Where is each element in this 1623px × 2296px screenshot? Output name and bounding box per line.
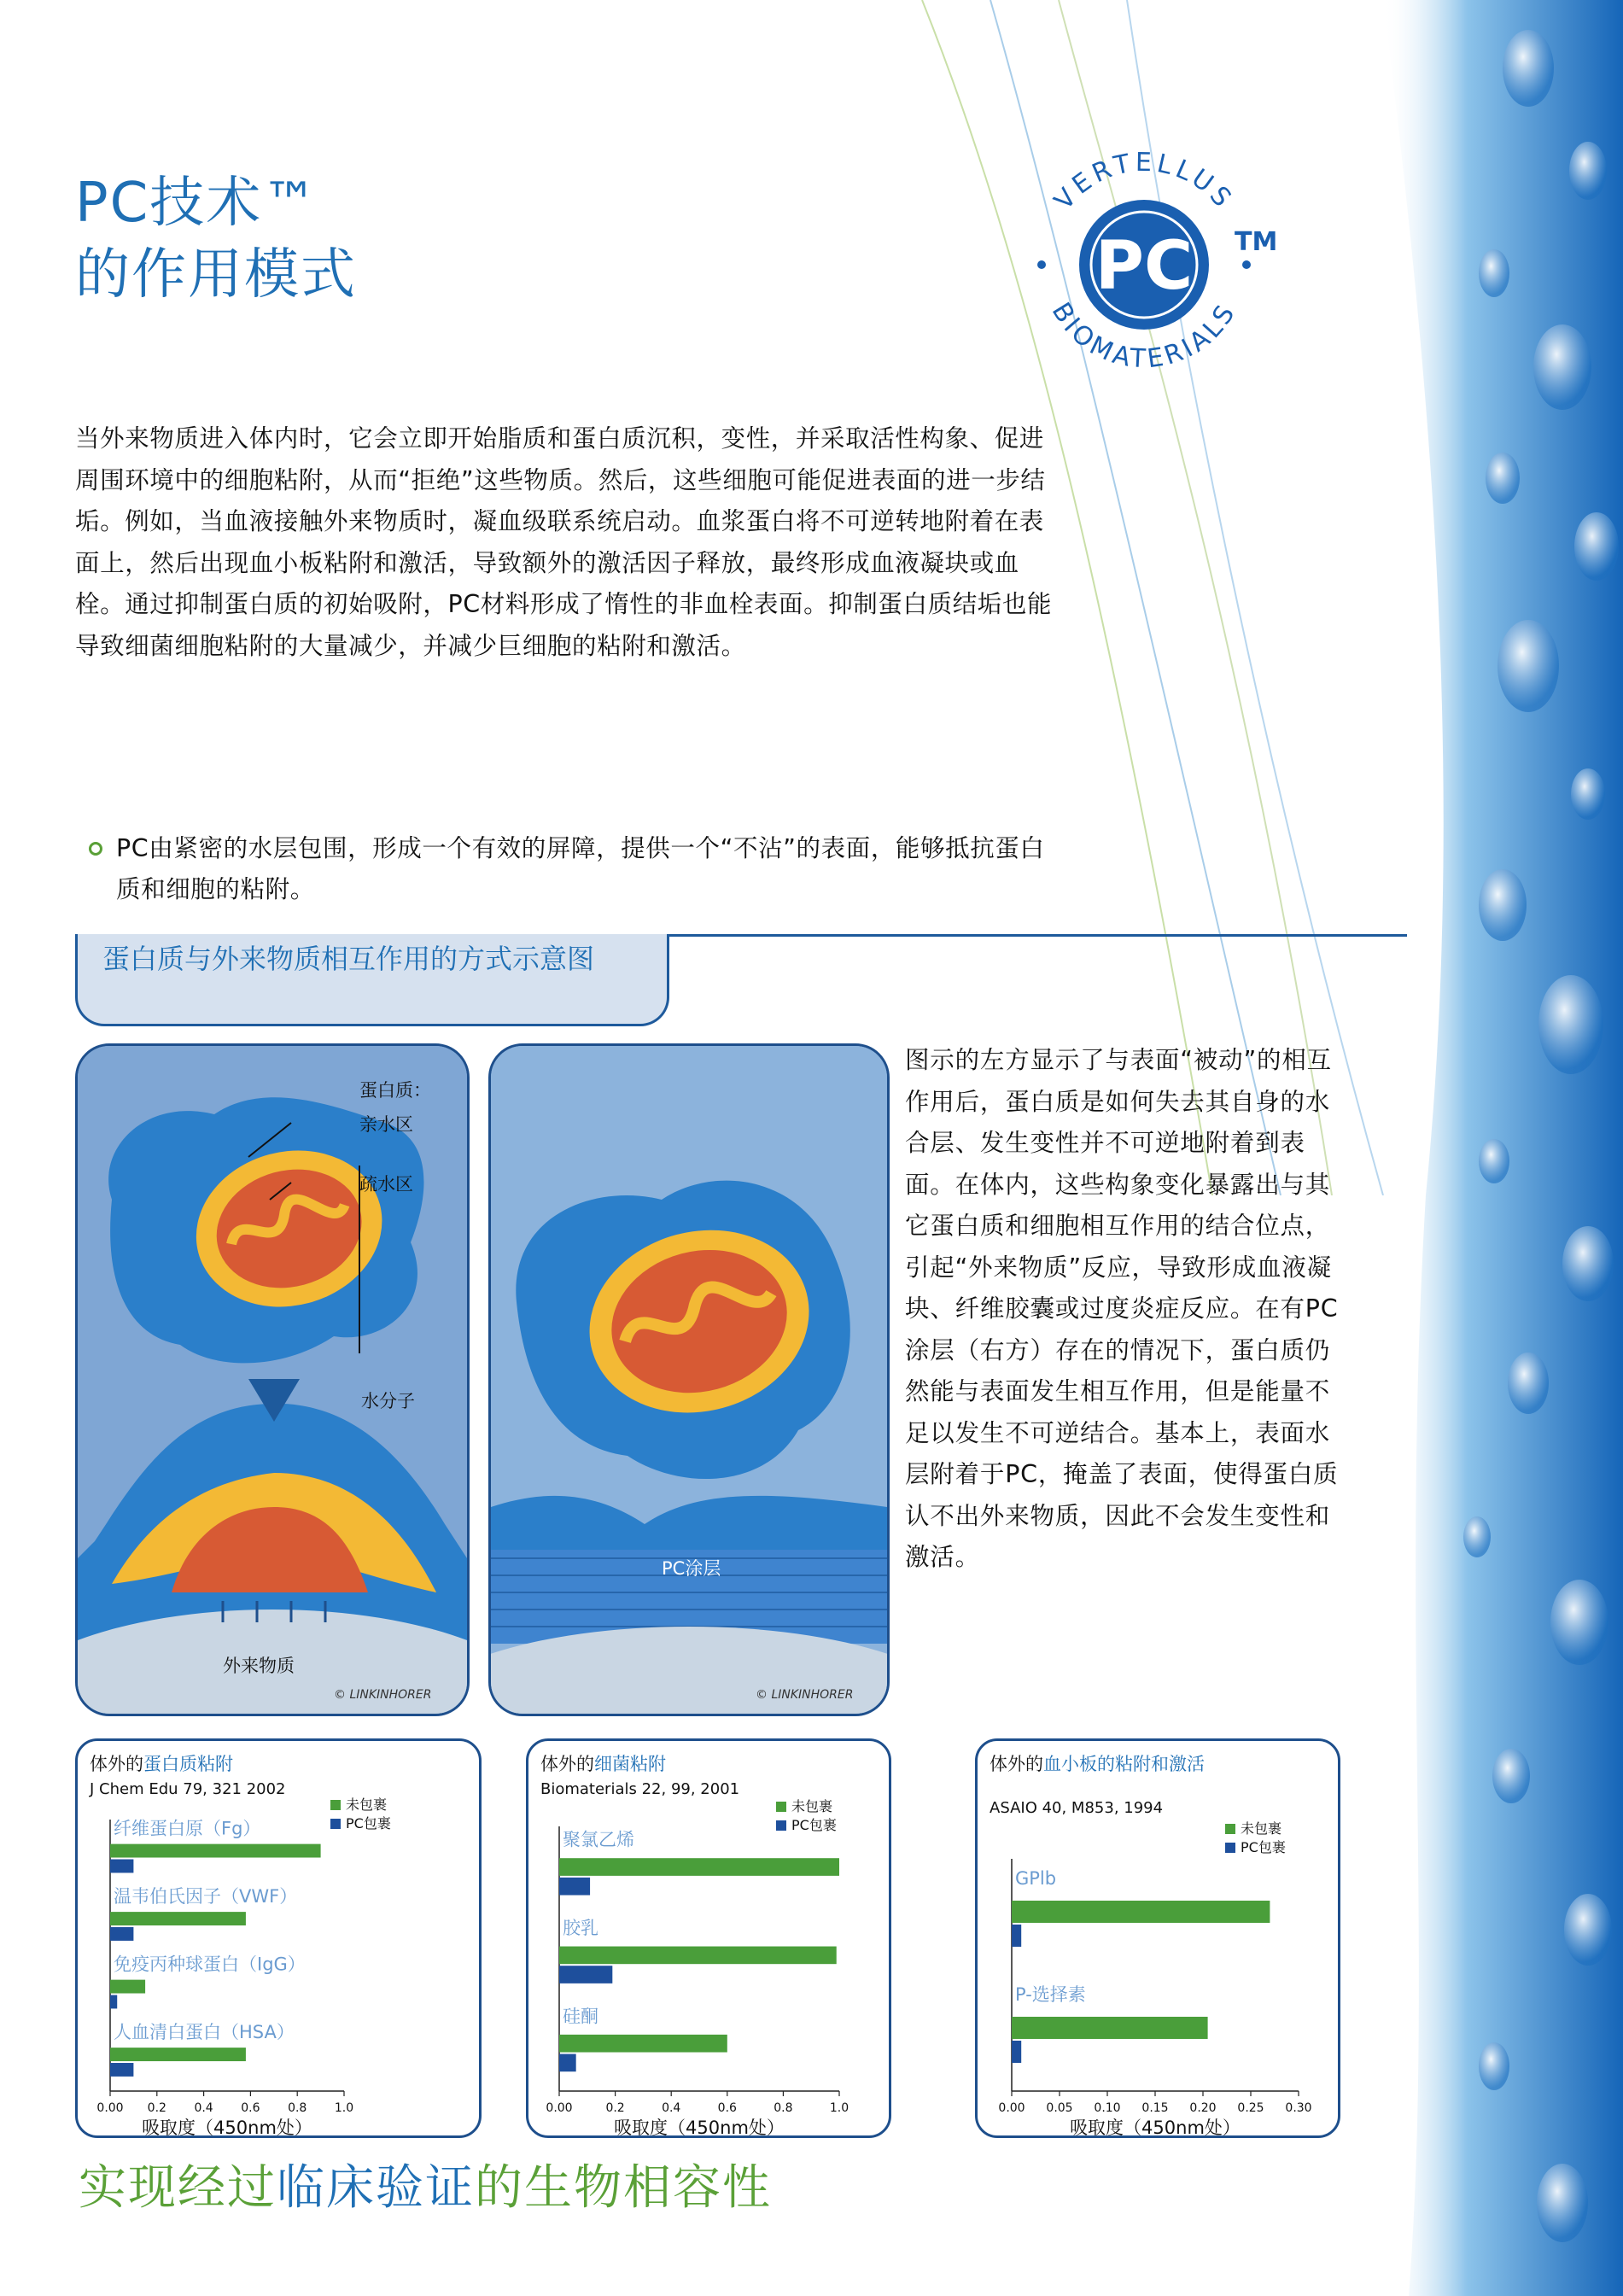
chart-bacterial-svg <box>528 1741 894 2141</box>
title-line-1: PC技术™ <box>75 172 319 235</box>
footer-part-1: 实现经过 <box>79 2160 277 2216</box>
illustration-left-panel <box>75 1043 470 1716</box>
x-tick-label: 1.0 <box>334 2101 354 2115</box>
label-water-molecule: 水分子 <box>361 1391 415 1411</box>
label-protein: 蛋白质： <box>359 1080 431 1101</box>
chart-title-prefix: 体外的 <box>540 1754 594 1774</box>
legend-swatch-uncoated <box>1225 1824 1235 1834</box>
x-tick-label: 1.0 <box>829 2101 849 2115</box>
chart-title <box>90 1754 233 1774</box>
chart-platelet-adhesion <box>975 1738 1340 2138</box>
chart-platelet-svg <box>978 1741 1343 2141</box>
page-title <box>75 167 357 311</box>
chart-title-highlight: 蛋白质粘附 <box>143 1754 233 1774</box>
chart-title <box>990 1754 1205 1774</box>
logo-pc-text: PC <box>1095 228 1194 305</box>
bar-pc-coated <box>559 1966 612 1983</box>
chart-bacterial-adhesion <box>526 1738 891 2138</box>
category-label: 温韦伯氏因子（VWF） <box>114 1885 298 1907</box>
chart-protein-adhesion <box>75 1738 482 2138</box>
bar-uncoated <box>1012 1901 1270 1923</box>
x-tick-label: 0.00 <box>96 2101 124 2115</box>
bar-pc-coated <box>110 1995 117 2009</box>
label-hydrophilic: 亲水区 <box>359 1114 413 1135</box>
category-label: 纤维蛋白原（Fg） <box>114 1818 261 1839</box>
x-tick-label: 0.2 <box>605 2101 625 2115</box>
illustration-right-panel <box>488 1043 890 1716</box>
x-tick-label: 0.00 <box>998 2101 1025 2115</box>
bar-pc-coated <box>559 1878 590 1896</box>
intro-paragraph: 当外来物质进入体内时，它会立即开始脂质和蛋白质沉积，变性，并采取活性构象、促进周围环境中的细胞粘附，从而“拒绝”这些物质。然后，这些细胞可能促进表面的进一步结垢。例如，当血液接触外来物质时，凝血级联系统启动。血浆蛋白将不可逆转地附着在表面上，然后出现血小板粘附和激活，导致额外的激活因子释放，最终形成血液凝块或血栓。通过抑制蛋白质的初始吸附，PC材料形成了惰性的非血栓表面。抑制蛋白质结垢也能导致细菌细胞粘附的大量减少，并减少巨细胞的粘附和激活。 <box>75 424 1053 660</box>
illustration-description: 图示的左方显示了与表面“被动”的相互作用后，蛋白质是如何失去其自身的水合层、发生变性并不可逆地附着到表面。在体内，这些构象变化暴露出与其它蛋白质和细胞相互作用的结合位点，引起“外来物质”反应，导致形成血液凝块、纤维胶囊或过度炎症反应。在有PC涂层（右方）存在的情况下，蛋白质仍然能与表面发生相互作用，但是能量不足以发生不可逆结合。基本上，表面水层附着于PC，掩盖了表面，使得蛋白质认不出外来物质，因此不会发生变性和激活。 <box>905 1046 1339 1571</box>
chart-reference: Biomaterials 22, 99, 2001 <box>540 1780 740 1798</box>
bar-uncoated <box>110 2048 246 2061</box>
x-tick-label: 0.6 <box>717 2101 737 2115</box>
x-axis-label: 吸取度（450nm处） <box>142 2118 312 2138</box>
footer-part-2: 临床验证 <box>277 2160 475 2216</box>
category-label: 胶乳 <box>563 1918 598 1939</box>
section-tab-title: 蛋白质与外来物质相互作用的方式示意图 <box>102 943 595 975</box>
label-hydrophobic: 疏水区 <box>359 1174 413 1195</box>
bullet-icon <box>89 842 102 856</box>
bar-pc-coated <box>1012 2041 1021 2063</box>
legend-label-uncoated: 未包裹 <box>346 1796 388 1813</box>
x-tick-label: 0.25 <box>1237 2101 1264 2115</box>
legend-label-uncoated: 未包裹 <box>791 1798 833 1814</box>
logo-bottom-text: BIOMATERIALS <box>1045 297 1243 375</box>
logo-tm: TM <box>1235 227 1278 257</box>
bar-uncoated <box>559 2035 727 2053</box>
bar-uncoated <box>559 1858 839 1876</box>
x-tick-label: 0.05 <box>1046 2101 1073 2115</box>
footer-slogan <box>79 2159 772 2218</box>
bar-uncoated <box>110 1912 246 1925</box>
label-pc-coating: PC涂层 <box>662 1558 721 1579</box>
category-label: 免疫丙种球蛋白（IgG） <box>114 1954 306 1975</box>
legend-swatch-pc-coated <box>776 1820 786 1831</box>
x-tick-label: 0.30 <box>1285 2101 1312 2115</box>
chart-protein-svg <box>78 1741 484 2141</box>
x-tick-label: 0.2 <box>147 2101 166 2115</box>
bar-pc-coated <box>110 1927 133 1941</box>
bar-uncoated <box>559 1947 837 1965</box>
legend-swatch-uncoated <box>330 1800 341 1810</box>
category-label: 聚氯乙烯 <box>563 1829 634 1850</box>
category-label: P-选择素 <box>1015 1983 1086 2005</box>
x-tick-label: 0.8 <box>288 2101 307 2115</box>
legend-label-uncoated: 未包裹 <box>1241 1820 1282 1837</box>
legend-label-pc-coated: PC包裹 <box>791 1817 837 1833</box>
chart-reference: J Chem Edu 79, 321 2002 <box>90 1780 286 1798</box>
category-label: 人血清白蛋白（HSA） <box>114 2021 295 2042</box>
x-tick-label: 0.20 <box>1189 2101 1217 2115</box>
category-label: 硅酮 <box>563 2006 598 2027</box>
chart-title-prefix: 体外的 <box>90 1754 143 1774</box>
chart-title-highlight: 细菌粘附 <box>594 1754 666 1774</box>
legend-label-pc-coated: PC包裹 <box>1241 1839 1286 1855</box>
x-tick-label: 0.8 <box>774 2101 793 2115</box>
artist-signature: © LINKINHORER <box>334 1688 432 1702</box>
legend-swatch-pc-coated <box>330 1819 341 1829</box>
footer-part-3: 的生物相容性 <box>475 2160 772 2216</box>
legend-swatch-uncoated <box>776 1802 786 1812</box>
x-tick-label: 0.4 <box>662 2101 681 2115</box>
x-tick-label: 0.4 <box>194 2101 213 2115</box>
bar-uncoated <box>1012 2017 1208 2039</box>
chart-reference: ASAIO 40, M853, 1994 <box>990 1799 1164 1817</box>
x-tick-label: 0.6 <box>241 2101 260 2115</box>
legend-label-pc-coated: PC包裹 <box>346 1815 391 1832</box>
label-foreign-material: 外来物质 <box>223 1656 295 1676</box>
artist-signature-right: © LINKINHORER <box>756 1688 854 1702</box>
bar-pc-coated <box>1012 1925 1021 1947</box>
x-tick-label: 0.15 <box>1141 2101 1169 2115</box>
category-label: GPlb <box>1015 1867 1057 1889</box>
title-line-2: 的作用模式 <box>75 243 357 307</box>
bar-pc-coated <box>110 1860 133 1873</box>
water-droplets-background <box>1332 0 1623 2296</box>
logo-top-text: VERTELLUS <box>1048 147 1240 216</box>
bar-uncoated <box>110 1844 321 1858</box>
bullet-text: PC由紧密的水层包围，形成一个有效的屏障，提供一个“不沾”的表面，能够抵抗蛋白质和细胞的粘附。 <box>116 834 1045 903</box>
legend-swatch-pc-coated <box>1225 1843 1235 1853</box>
x-tick-label: 0.00 <box>546 2101 573 2115</box>
x-axis-label: 吸取度（450nm处） <box>614 2118 785 2138</box>
bar-uncoated <box>110 1980 145 1994</box>
x-tick-label: 0.10 <box>1094 2101 1121 2115</box>
chart-title-prefix: 体外的 <box>990 1754 1043 1774</box>
chart-title-highlight: 血小板的粘附和激活 <box>1043 1754 1205 1774</box>
bar-pc-coated <box>559 2054 576 2072</box>
bar-pc-coated <box>110 2063 133 2077</box>
x-axis-label: 吸取度（450nm处） <box>1070 2118 1241 2138</box>
chart-title <box>540 1754 666 1774</box>
vertellus-pc-logo <box>1007 128 1281 401</box>
